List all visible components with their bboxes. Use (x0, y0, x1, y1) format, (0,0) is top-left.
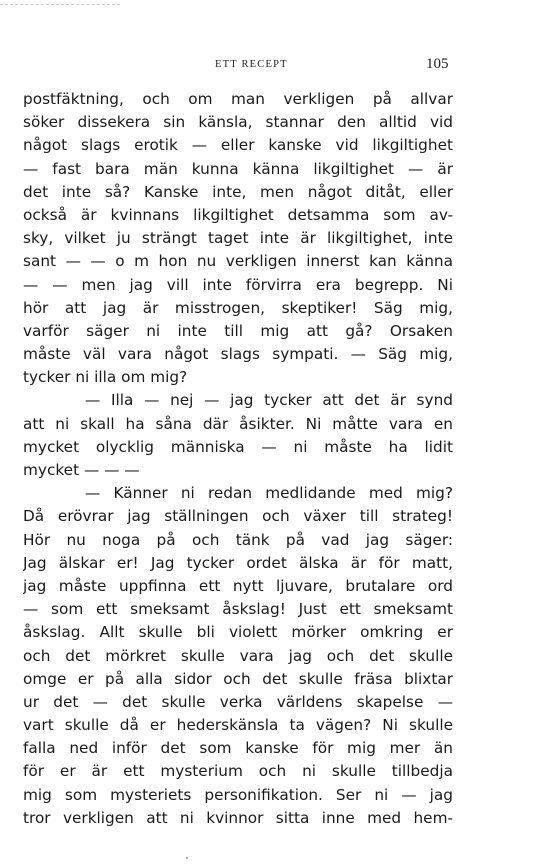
text-line: mycket — — — (23, 461, 140, 479)
text-line: — — men jag vill inte förvirra era begrepp. Ni (23, 275, 453, 294)
text-line: postfäktning, och om man verkligen på allvar (23, 90, 453, 108)
text-line: falla ned inför det som kanske för mig mer än (23, 739, 453, 758)
text-line: sky, vilket ju strängt taget inte är likgiltighet, inte (23, 229, 453, 248)
running-head-title: ETT RECEPT (215, 59, 288, 70)
text-line: sant — — o m hon nu verkligen innerst kan känna (23, 252, 453, 271)
text-line: tror verkligen att ni kvinnor sitta inne med hem- (23, 808, 453, 827)
text-line: Jag älskar er! Jag tycker ordet älska är för matt, (23, 553, 453, 572)
text-line: Då erövrar jag ställningen och växer till strateg! (23, 507, 453, 526)
text-line: måste väl vara något slags sympati. — Säg mig, (23, 345, 453, 364)
text-line: vart skulle då er hederskänsla ta vägen? Ni skulle (23, 716, 453, 735)
paragraph-1 (23, 88, 453, 389)
text-line: mig som mysteriets personifikation. Ser ni — jag (23, 785, 453, 804)
text-line: hör att jag är misstrogen, skeptiker! Säg mig, (23, 298, 453, 317)
text-line: också är kvinnans likgiltighet detsamma som av- (23, 205, 453, 224)
text-line: Hör nu noga på och tänk på vad jag säger: (23, 530, 453, 549)
top-edge-rule (0, 4, 120, 5)
text-line: — fast bara män kunna känna likgiltighet — är (23, 159, 453, 178)
text-line: jag måste uppfinna ett nytt ljuvare, brutalare ord (23, 576, 453, 595)
text-line: det inte så? Kanske inte, men något ditåt, eller (23, 182, 453, 201)
text-line: — Illa — nej — jag tycker att det är synd (85, 391, 453, 410)
text-line: — Känner ni redan medlidande med mig? (85, 484, 453, 503)
running-head (0, 55, 544, 79)
text-line: söker dissekera sin känsla, stannar den alltid vid (23, 113, 453, 132)
text-line: ur det — det skulle verka världens skapelse — (23, 692, 453, 711)
text-line: mycket olycklig människa — ni måste ha lidit (23, 437, 453, 456)
text-line: åskslag. Allt skulle bli violett mörker omkring er (23, 623, 453, 642)
text-line: omge er på alla sidor och det skulle fräsa blixtar (23, 669, 453, 688)
text-line: att ni skall ha såna där åsikter. Ni måtte vara en (23, 414, 453, 433)
text-line: för er är ett mysterium och ni skulle tillbedja (23, 762, 453, 781)
text-line: och det mörkret skulle vara jag och det skulle (23, 646, 453, 665)
page-number: 105 (426, 56, 449, 72)
text-line: något slags erotik — eller kanske vid likgiltighet (23, 136, 453, 155)
text-line: varför säger ni inte till mig att gå? Orsaken (23, 321, 453, 340)
body-text (23, 88, 453, 830)
text-line: — som ett smeksamt åskslag! Just ett smeksamt (23, 600, 453, 619)
bottom-speck (186, 857, 188, 859)
paragraph-2 (23, 389, 453, 482)
paragraph-3 (23, 482, 453, 830)
text-line: tycker ni illa om mig? (23, 368, 188, 387)
